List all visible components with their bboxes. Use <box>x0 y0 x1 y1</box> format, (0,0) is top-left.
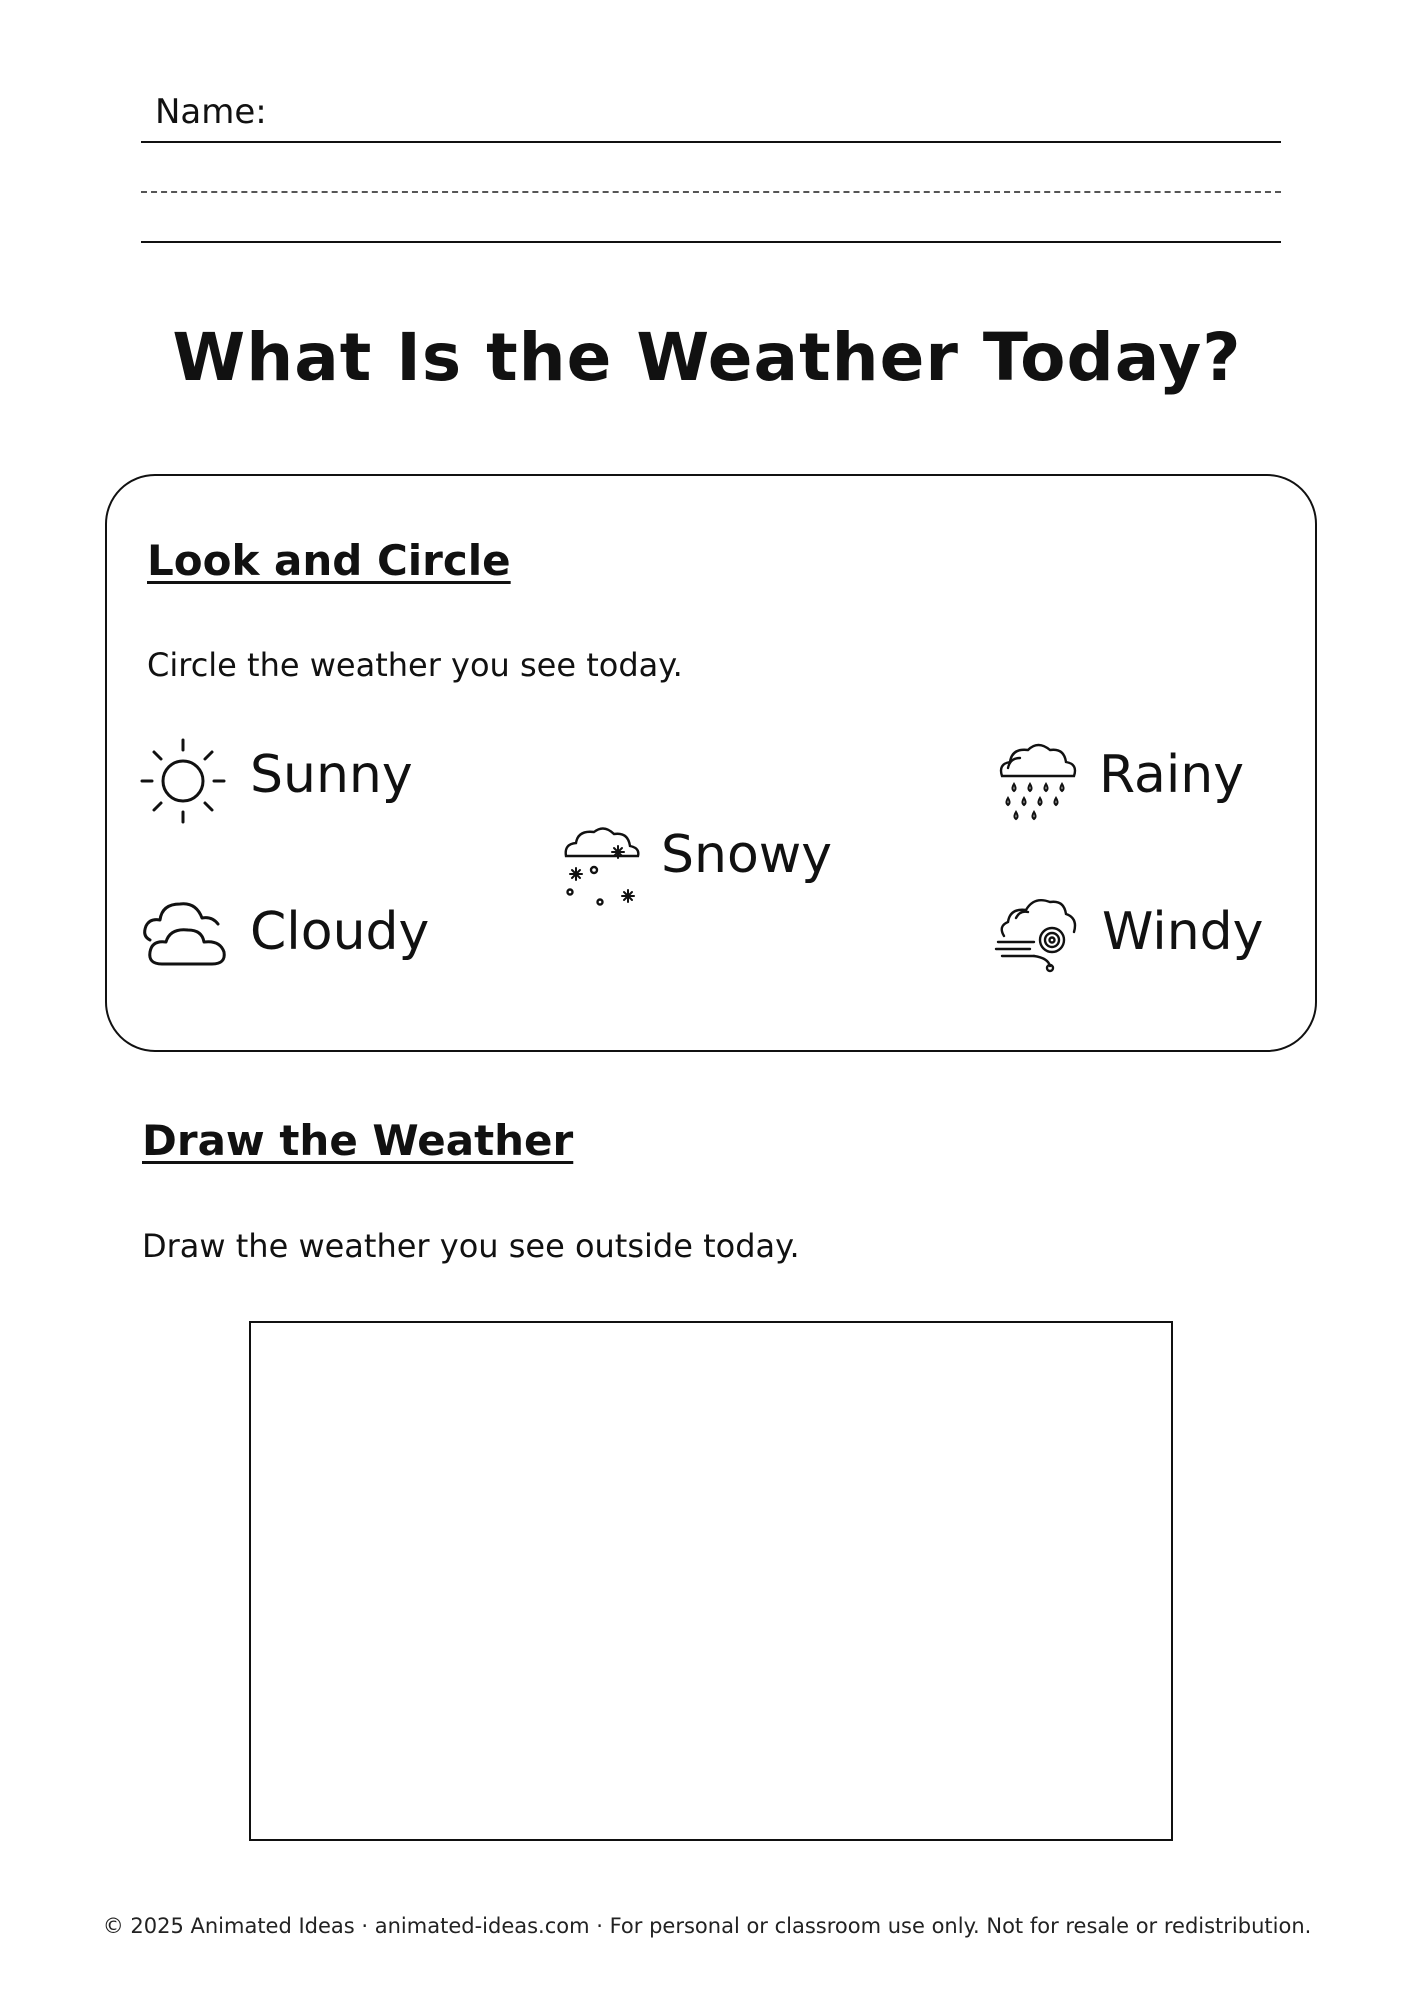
snow-cloud-icon <box>556 820 646 910</box>
wind-cloud-icon <box>994 892 1080 974</box>
draw-the-weather-instruction: Draw the weather you see outside today. <box>142 1227 800 1265</box>
cloud-icon <box>140 892 232 972</box>
rain-cloud-icon <box>994 738 1080 824</box>
name-label: Name: <box>155 92 267 132</box>
drawing-area[interactable] <box>249 1321 1173 1841</box>
footer-copyright: © 2025 Animated Ideas · animated-ideas.com · For personal or classroom use only. Not for resale or redistribution. <box>102 1914 1312 1938</box>
option-windy[interactable]: Windy <box>1102 902 1264 962</box>
option-cloudy[interactable]: Cloudy <box>250 902 430 962</box>
name-line-bottom <box>141 241 1281 243</box>
option-rainy[interactable]: Rainy <box>1099 745 1245 805</box>
option-sunny[interactable]: Sunny <box>250 745 413 805</box>
sun-icon <box>140 738 226 824</box>
option-snowy[interactable]: Snowy <box>661 825 833 885</box>
look-and-circle-heading: Look and Circle <box>147 536 511 585</box>
name-line-dashed <box>141 191 1281 193</box>
look-and-circle-instruction: Circle the weather you see today. <box>147 646 683 684</box>
page-title: What Is the Weather Today? <box>172 319 1242 396</box>
name-line-top[interactable] <box>141 141 1281 143</box>
draw-the-weather-heading: Draw the Weather <box>142 1116 574 1165</box>
